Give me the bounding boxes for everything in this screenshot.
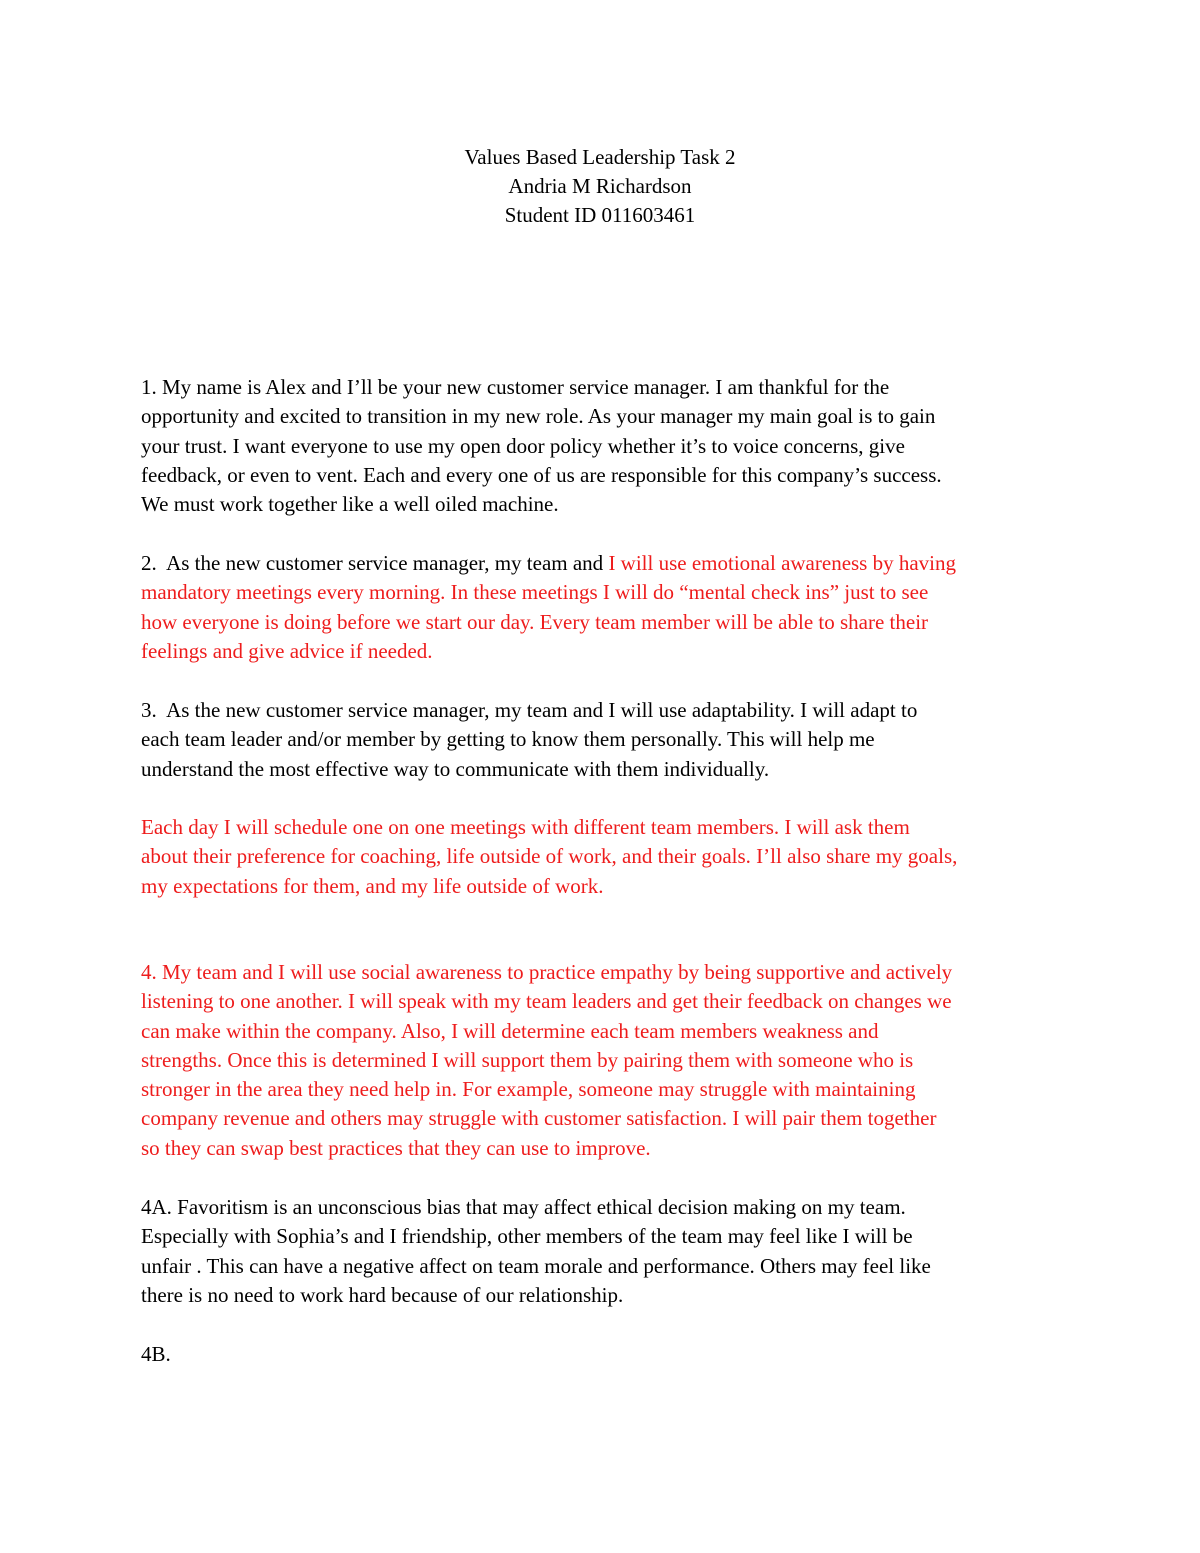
- author-name: Andria M Richardson: [508, 174, 692, 198]
- paragraph-2-highlight: I will use emotional awareness by having: [608, 551, 957, 575]
- paragraph-line: opportunity and excited to transition in my new role. As your manager my main goal is to gain: [141, 404, 936, 429]
- paragraph-line: mandatory meetings every morning. In these meetings I will do “mental check ins” just to see: [141, 580, 929, 605]
- paragraph-4: [141, 958, 1071, 1163]
- paragraph-line: your trust. I want everyone to use my open door policy whether it’s to voice concerns, give: [141, 433, 905, 458]
- paragraph-line: about their preference for coaching, life outside of work, and their goals. I’ll also share my goals,: [141, 844, 958, 869]
- paragraph-1: [141, 373, 1071, 519]
- paragraph-line: how everyone is doing before we start our day. Every team member will be able to share their: [141, 609, 929, 634]
- paragraph-3: [141, 696, 1071, 784]
- student-id: Student ID 011603461: [504, 203, 696, 227]
- paragraph-line: can make within the company. Also, I will determine each team members weakness and: [141, 1018, 879, 1043]
- paragraph-line: feedback, or even to vent. Each and every one of us are responsible for this company’s success.: [141, 462, 942, 487]
- paragraph-line: so they can swap best practices that they can use to improve.: [141, 1135, 651, 1160]
- paragraph-2: [141, 549, 1071, 666]
- paragraph-line: [141, 549, 1071, 578]
- paragraph-line: company revenue and others may struggle with customer satisfaction. I will pair them together: [141, 1106, 937, 1131]
- paragraph-line: stronger in the area they need help in. For example, someone may struggle with maintaining: [141, 1077, 916, 1102]
- paragraph-3b: [141, 813, 1071, 901]
- title-block: [0, 143, 1200, 230]
- paragraph-line: there is no need to work hard because of our relationship.: [141, 1282, 624, 1307]
- paragraph-line: Each day I will schedule one on one meetings with different team members. I will ask them: [141, 815, 910, 839]
- paragraph-4b: [141, 1340, 1071, 1369]
- paragraph-line: feelings and give advice if needed.: [141, 638, 433, 663]
- paragraph-line: 1. My name is Alex and I’ll be your new customer service manager. I am thankful for the: [141, 375, 890, 399]
- document-title: Values Based Leadership Task 2: [464, 145, 736, 169]
- paragraph-4a: [141, 1193, 1071, 1310]
- paragraph-line: unfair . This can have a negative affect on team morale and performance. Others may feel like: [141, 1253, 931, 1278]
- paragraph-2-intro: 2. As the new customer service manager, my team and: [141, 551, 609, 575]
- paragraph-line: my expectations for them, and my life outside of work.: [141, 873, 604, 898]
- paragraph-line: listening to one another. I will speak with my team leaders and get their feedback on changes we: [141, 989, 952, 1014]
- paragraph-line: each team leader and/or member by getting to know them personally. This will help me: [141, 727, 875, 752]
- paragraph-line: understand the most effective way to communicate with them individually.: [141, 756, 770, 781]
- paragraph-line: We must work together like a well oiled machine.: [141, 492, 559, 517]
- paragraph-line: 3. As the new customer service manager, my team and I will use adaptability. I will adapt to: [141, 698, 918, 722]
- paragraph-line: 4. My team and I will use social awareness to practice empathy by being supportive and actively: [141, 960, 953, 984]
- paragraph-line: 4A. Favoritism is an unconscious bias that may affect ethical decision making on my team.: [141, 1195, 906, 1219]
- paragraph-line: 4B.: [141, 1342, 171, 1366]
- paragraph-line: Especially with Sophia’s and I friendship, other members of the team may feel like I will be: [141, 1224, 913, 1249]
- paragraph-line: strengths. Once this is determined I will support them by pairing them with someone who is: [141, 1047, 914, 1072]
